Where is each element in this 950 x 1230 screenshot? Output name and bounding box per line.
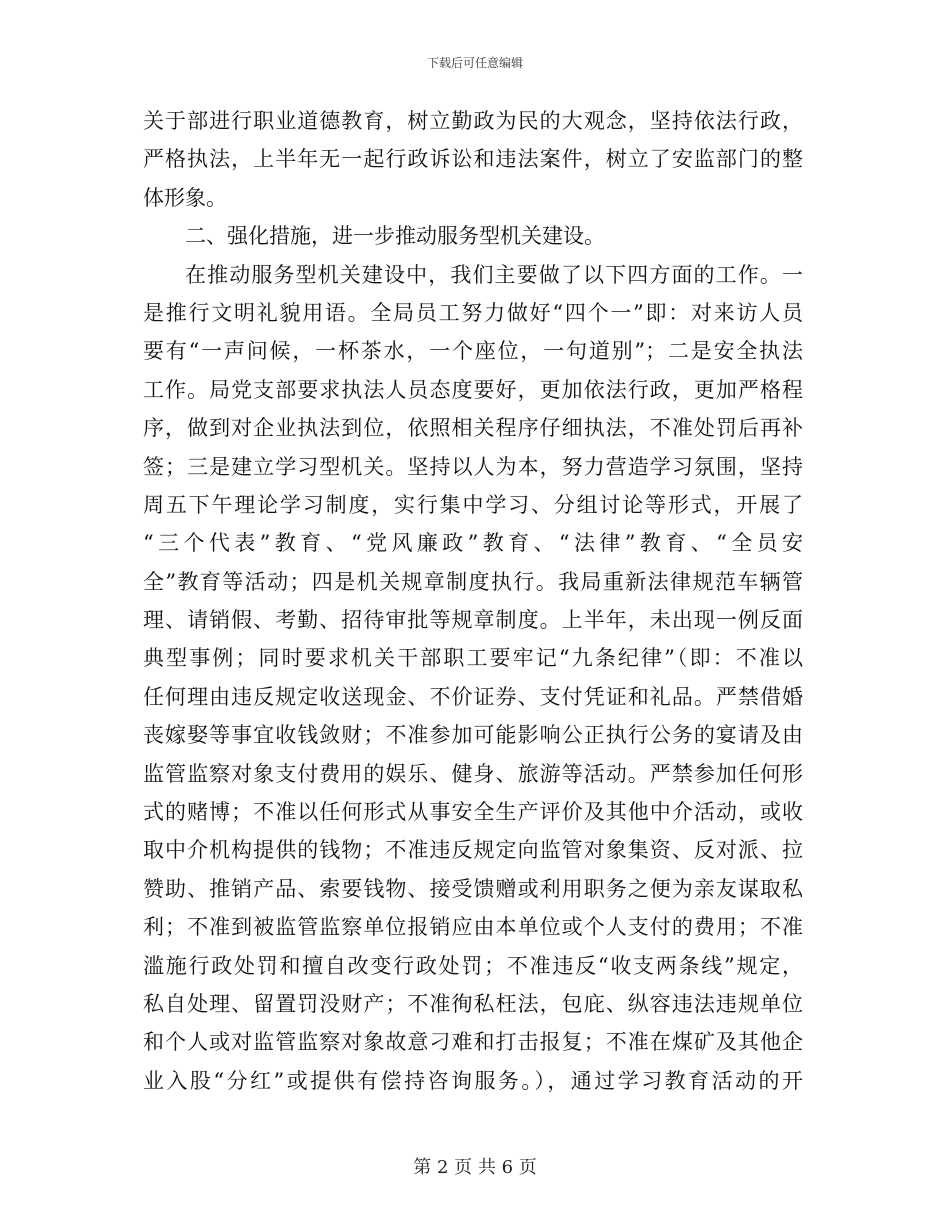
text-line: 是推行文明礼貌用语。全局员工努力做好“四个一”即：对来访人员 <box>143 300 803 325</box>
text-line: 在推动服务型机关建设中，我们主要做了以下四方面的工作。一 <box>185 262 803 287</box>
text-line: 任何理由违反规定收送现金、不价证券、支付凭证和礼品。严禁借婚 <box>143 684 803 709</box>
text-line: 全”教育等活动；四是机关规章制度执行。我局重新法律规范车辆管 <box>143 569 803 594</box>
text-line: “三个代表”教育、“党风廉政”教育、“法律”教育、“全员安 <box>143 531 803 556</box>
text-line: 序，做到对企业执法到位，依照相关程序仔细执法，不准处罚后再补 <box>143 416 803 441</box>
text-line: 周五下午理论学习制度，实行集中学习、分组讨论等形式，开展了 <box>143 492 803 517</box>
text-line: 二、强化措施，进一步推动服务型机关建设。 <box>185 224 605 249</box>
text-line: 赞助、推销产品、索要钱物、接受馈赠或利用职务之便为亲友谋取私 <box>143 876 803 901</box>
text-line: 典型事例；同时要求机关干部职工要牢记“九条纪律”（即：不准以 <box>143 646 803 671</box>
text-line: 私自处理、留置罚没财产；不准徇私枉法，包庇、纵容违法违规单位 <box>143 991 803 1016</box>
page-footer: 第 2 页 共 6 页 <box>413 1157 537 1178</box>
text-line: 取中介机构提供的钱物；不准违反规定向监管对象集资、反对派、拉 <box>143 838 803 863</box>
text-line: 利；不准到被监管监察单位报销应由本单位或个人支付的费用；不准 <box>143 915 803 940</box>
text-line: 体形象。 <box>143 185 227 210</box>
page-header: 下载后可任意编辑 <box>426 56 523 70</box>
text-line: 式的赌博；不准以任何形式从事安全生产评价及其他中介活动，或收 <box>143 800 803 825</box>
text-line: 和个人或对监管监察对象故意刁难和打击报复；不准在煤矿及其他企 <box>143 1030 803 1055</box>
text-line: 严格执法，上半年无一起行政诉讼和违法案件，树立了安监部门的整 <box>143 147 803 172</box>
document-body <box>143 102 803 1100</box>
text-line: 业入股“分红”或提供有偿持咨询服务。），通过学习教育活动的开 <box>143 1068 803 1093</box>
text-line: 要有“一声问候，一杯茶水，一个座位，一句道别”；二是安全执法 <box>143 339 803 364</box>
text-line: 关于部进行职业道德教育，树立勤政为民的大观念，坚持依法行政， <box>143 109 803 133</box>
text-line: 监管监察对象支付费用的娱乐、健身、旅游等活动。严禁参加任何形 <box>143 761 803 786</box>
text-line: 工作。局党支部要求执法人员态度要好，更加依法行政，更加严格程 <box>143 377 803 402</box>
text-line: 理、请销假、考勤、招待审批等规章制度。上半年，未出现一例反面 <box>143 608 803 633</box>
text-line: 签；三是建立学习型机关。坚持以人为本，努力营造学习氛围，坚持 <box>143 454 803 479</box>
text-line: 滥施行政处罚和擅自改变行政处罚；不准违反“收支两条线”规定， <box>143 953 803 978</box>
text-line: 丧嫁娶等事宜收钱敛财；不准参加可能影响公正执行公务的宴请及由 <box>143 723 803 748</box>
